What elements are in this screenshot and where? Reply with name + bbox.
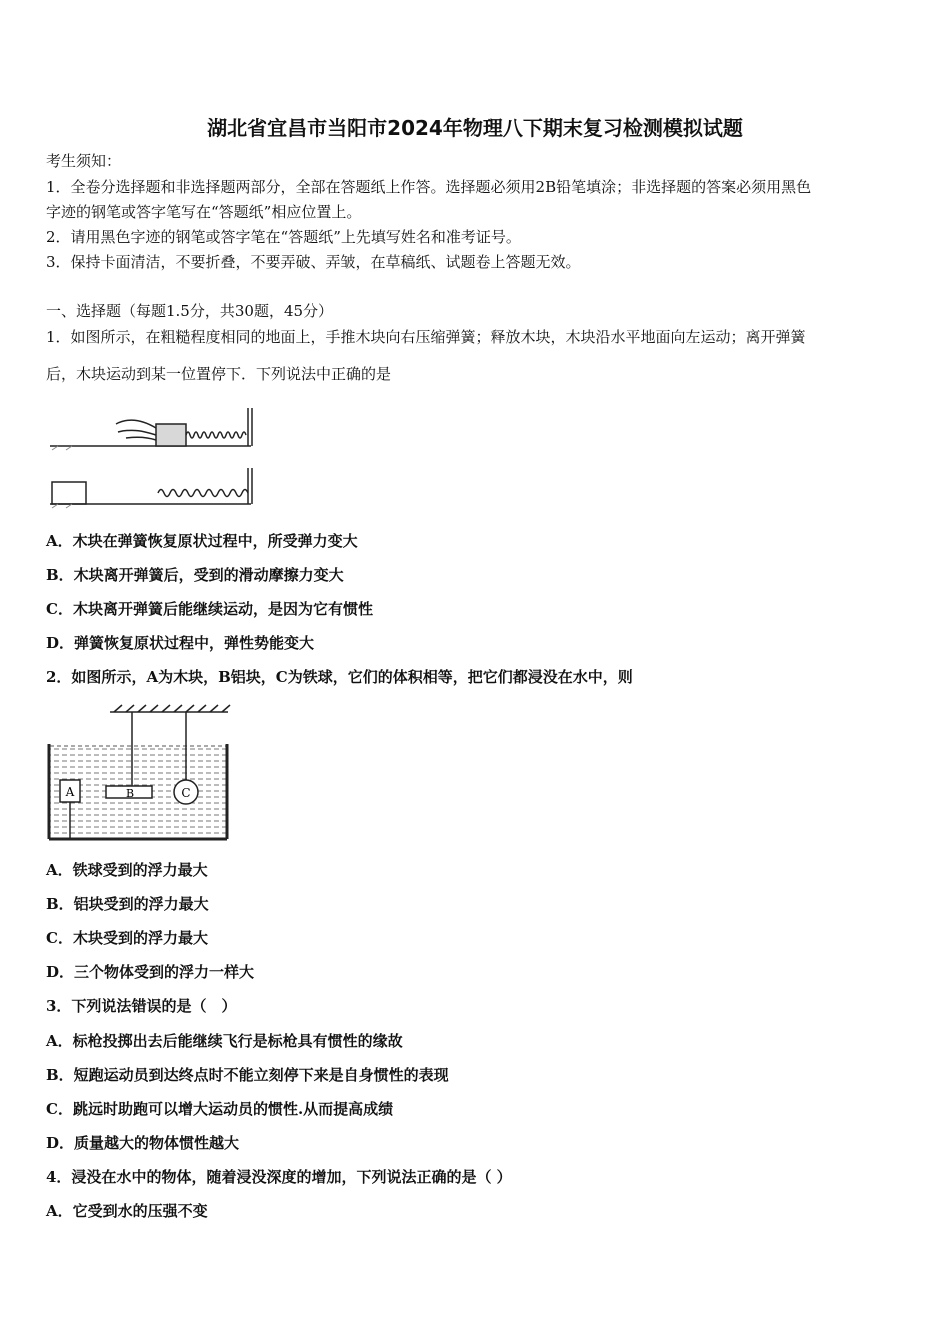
q2-stem: 2．如图所示，A为木块，B铝块，C为铁球，它们的体积相等，把它们都浸没在水中，则: [46, 668, 633, 686]
q3-option-a: A．标枪投掷出去后能继续飞行是标枪具有惯性的缘故: [46, 1032, 403, 1050]
q2-beaker-figure: [46, 704, 232, 842]
q4-option-a: A．它受到水的压强不变: [46, 1202, 208, 1220]
q3-option-c: C．跳远时助跑可以增大运动员的惯性.从而提高成绩: [46, 1100, 394, 1118]
q2-option-a: A．铁球受到的浮力最大: [46, 861, 208, 879]
q1-stem: 1．如图所示，在粗糙程度相同的地面上，手推木块向右压缩弹簧；释放木块，木块沿水平地面向左运动；离开弹簧: [46, 328, 806, 346]
q3-option-d: D．质量越大的物体惯性越大: [46, 1134, 240, 1152]
q1-spring-figure: [46, 402, 256, 514]
notice-item: 3．保持卡面清洁，不要折叠，不要弄破、弄皱，在草稿纸、试题卷上答题无效。: [46, 253, 581, 271]
q1-stem: 后，木块运动到某一位置停下．下列说法中正确的是: [46, 365, 392, 383]
q1-option-d: D．弹簧恢复原状过程中，弹性势能变大: [46, 634, 315, 652]
label-b: B: [125, 787, 135, 800]
q2-option-c: C．木块受到的浮力最大: [46, 929, 208, 947]
q4-stem: 4．浸没在水中的物体，随着浸没深度的增加，下列说法正确的是（ ）: [46, 1168, 512, 1186]
notice-item: 字迹的钢笔或答字笔写在“答题纸”相应位置上。: [46, 203, 362, 221]
label-c: C: [181, 786, 191, 800]
page-title: 湖北省宜昌市当阳市2024年物理八下期末复习检测模拟试题: [207, 116, 743, 140]
q1-option-c: C．木块离开弹簧后能继续运动，是因为它有惯性: [46, 600, 373, 618]
q3-option-b: B．短跑运动员到达终点时不能立刻停下来是自身惯性的表现: [46, 1066, 449, 1084]
q1-option-a: A．木块在弹簧恢复原状过程中，所受弹力变大: [46, 532, 358, 550]
q1-option-b: B．木块离开弹簧后，受到的滑动摩擦力变大: [46, 566, 344, 584]
section-heading: 一、选择题（每题1.5分，共30题，45分）: [46, 302, 334, 320]
notice-heading: 考生须知：: [46, 152, 122, 170]
notice-item: 1．全卷分选择题和非选择题两部分，全部在答题纸上作答。选择题必须用2B铅笔填涂；非选择题的答案必须用黑色: [46, 178, 812, 196]
label-a: A: [65, 785, 75, 799]
q2-option-d: D．三个物体受到的浮力一样大: [46, 963, 255, 981]
notice-item: 2．请用黑色字迹的钢笔或答字笔在“答题纸”上先填写姓名和准考证号。: [46, 228, 521, 246]
q3-stem: 3．下列说法错误的是（ ）: [46, 997, 237, 1015]
q2-option-b: B．铝块受到的浮力最大: [46, 895, 209, 913]
